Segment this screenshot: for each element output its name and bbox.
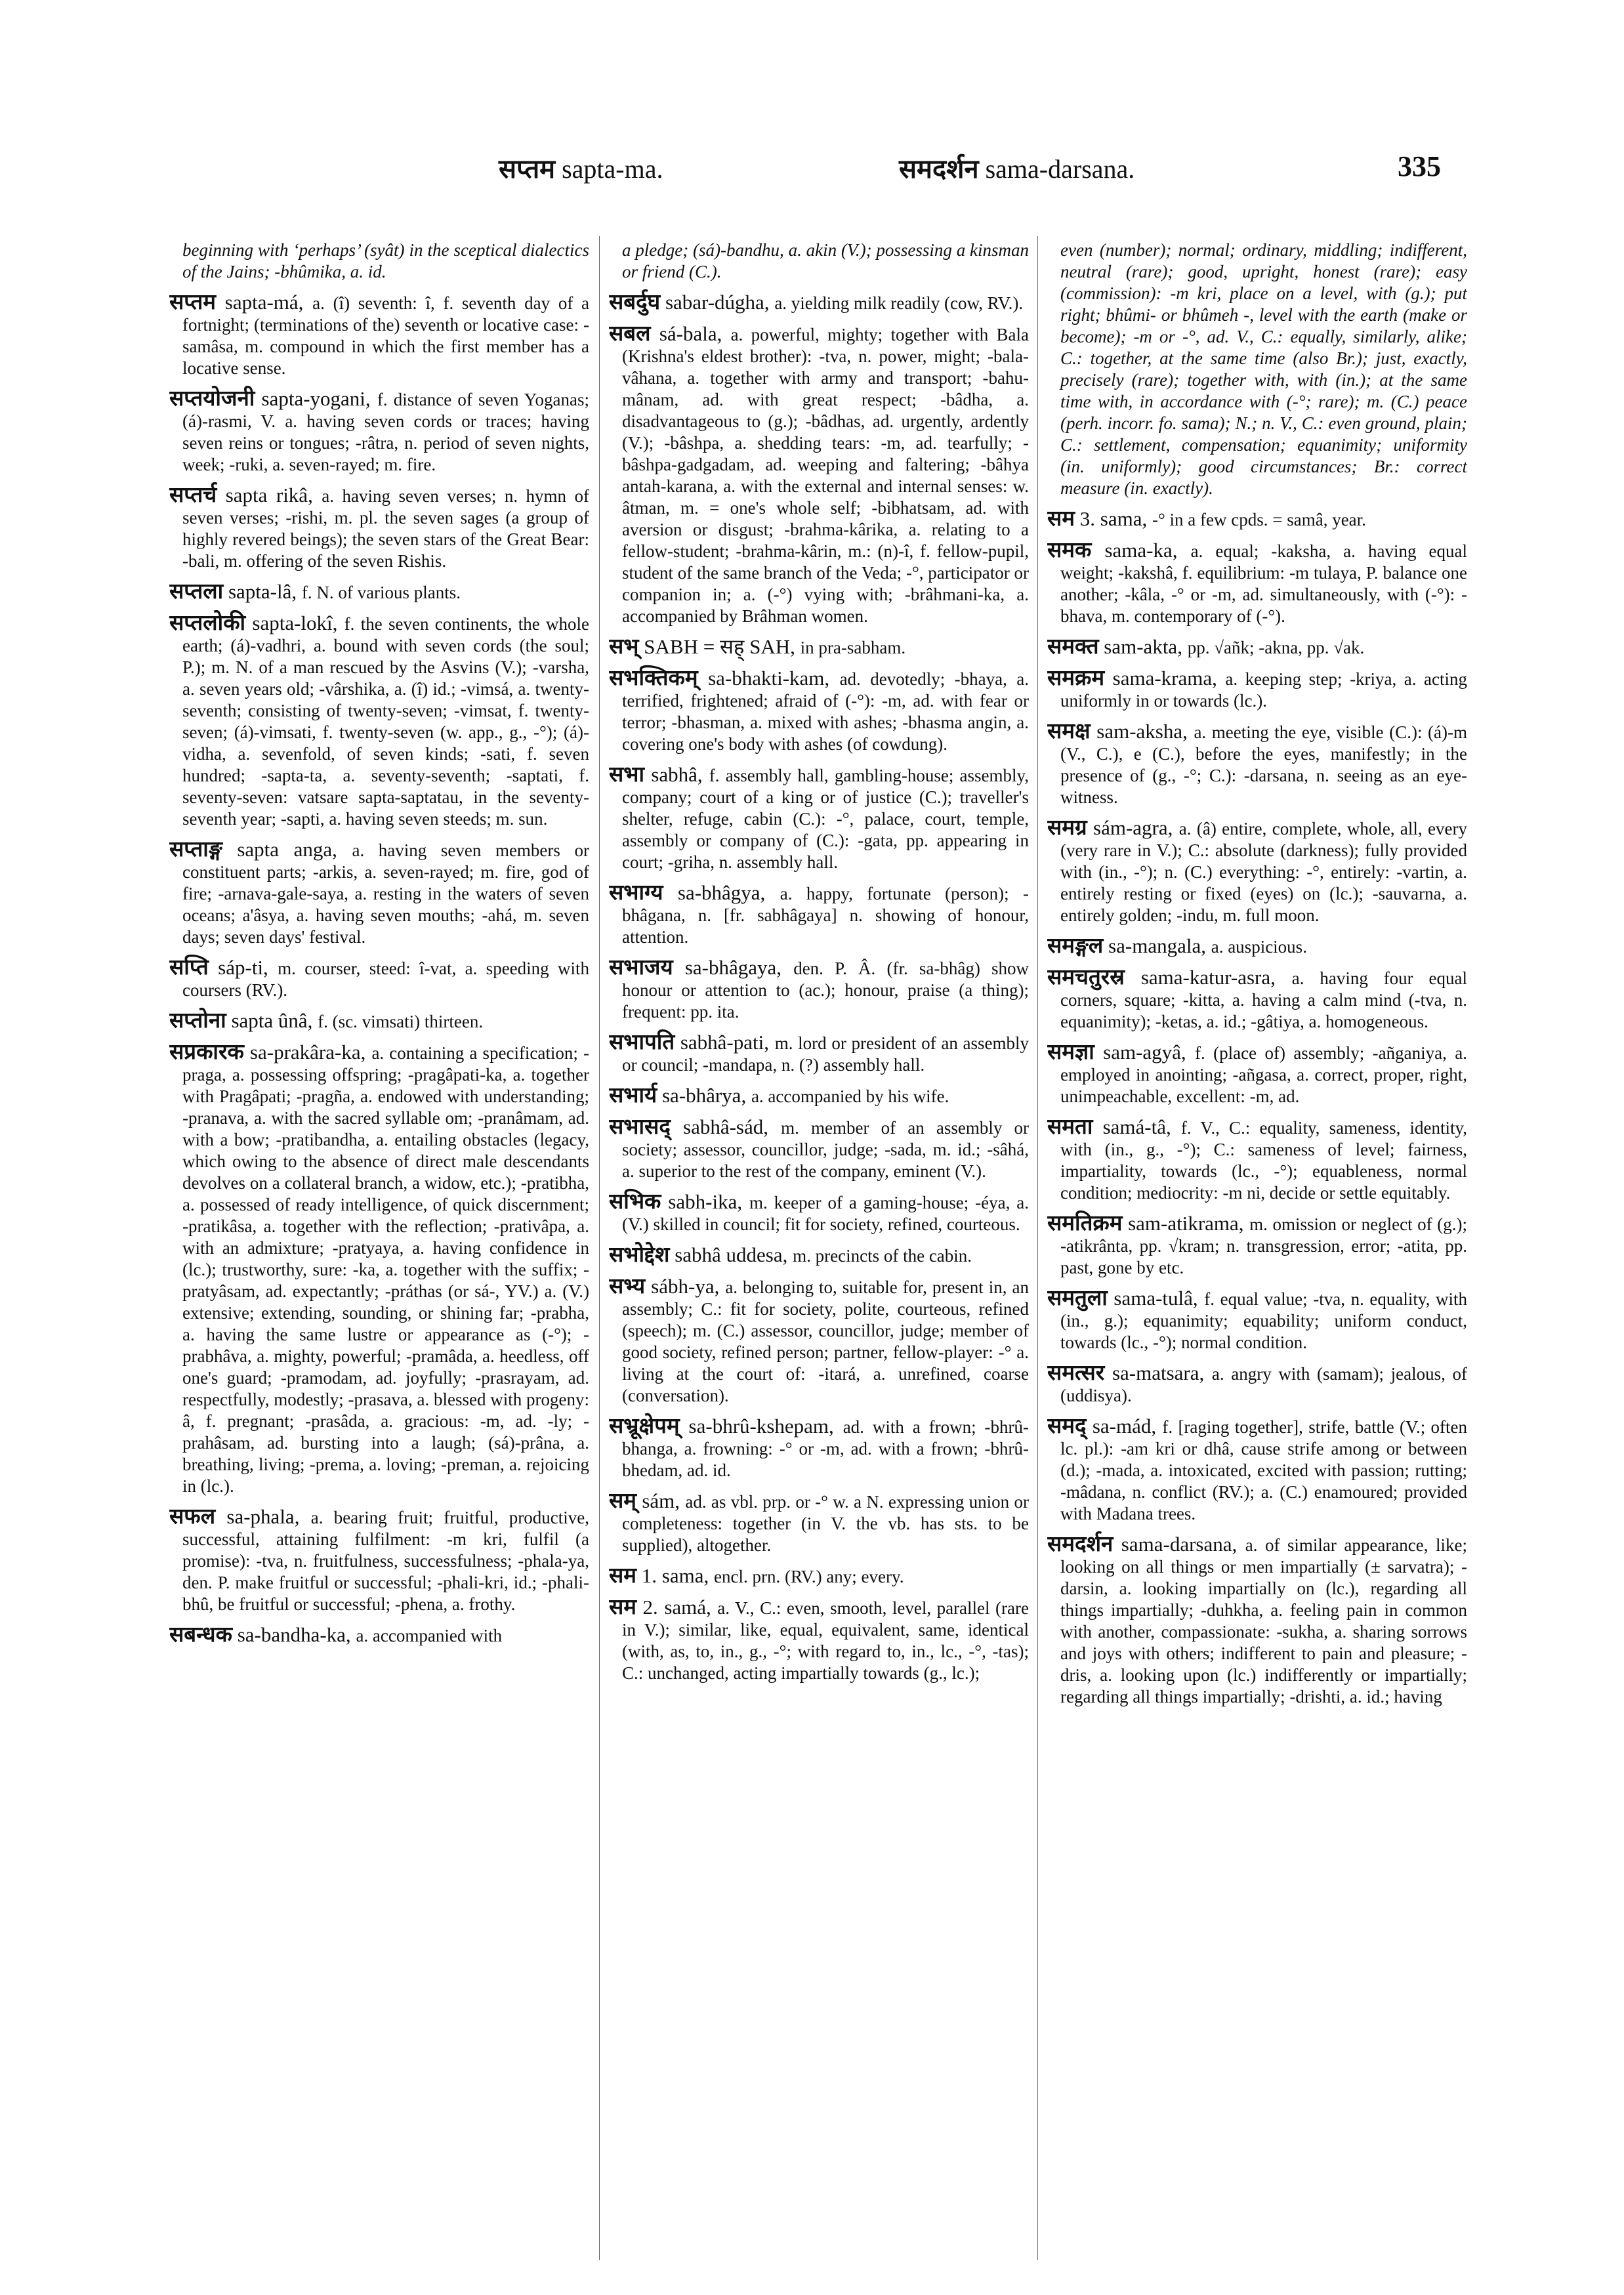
headword-devanagari: सप्तला (169, 578, 224, 604)
entry-definition: m. precincts of the cabin. (793, 1246, 972, 1266)
headword-devanagari: समग्र (1047, 814, 1087, 840)
dictionary-entry (169, 484, 589, 572)
dictionary-entry (609, 1415, 1029, 1481)
dictionary-entry (1047, 1287, 1467, 1354)
headword-transliteration: sapta anga, (222, 838, 352, 861)
page-header (0, 150, 1624, 189)
running-head-left (499, 150, 663, 186)
headword-devanagari: सभापति (609, 1029, 675, 1054)
headword-devanagari: सम् (609, 1487, 637, 1513)
dictionary-entry (1047, 720, 1467, 808)
dictionary-column-1 (169, 239, 589, 2260)
entry-definition: f. assembly hall, gambling-house; assembly, company; court of a king or of justice (C.); traveller's shelter, refuge, cabin (C.): -°, palace, court, temple, assembly or company of (C.): -gata, pp. appearing in court; -griha, n. assembly hall. (622, 766, 1029, 872)
headword-transliteration: sa-bhakti-kam, (697, 667, 840, 690)
dictionary-entry (1047, 1361, 1467, 1407)
headword-devanagari: समक्ष (1047, 718, 1091, 743)
headword-devanagari: समद् (1047, 1413, 1087, 1438)
entry-definition: a. containing a specification; -praga, a. possessing offspring; -pragâpati-ka, a. together with Pragâpati; -pragña, a. endowed with understanding; -pranava, a. with the sacred syllable om; -pranâmam, ad. with a bow; -pratibandha, a. entailing obstacles (legacy, which owing to the absence of direct male descendants devolves on a collateral branch, a widow, etc.); -pratibha, a. possessed of ready intelligence, of quick discernment; -pratikâsa, a. together with the reflection; -prativâpa, a. with an admixture; -pratyaya, a. having confidence in (lc.); trustworthy, sure: -ka, a. together with the suffix; -pratyâsam, ad. expectantly; -práthas (or sá-, YV.) a. (V.) extensive; extending, sounding, or shining far; -prabha, a. having the same lustre or appearance as (-°); -prabhâva, a. mighty, powerful; -pramâda, a. heedless, off one's guard; -pramodam, ad. joyfully; -prasrayam, ad. respectfully, modestly; -prasava, a. blessed with progeny: â, f. pregnant; -prasâda, a. gracious: -m, ad. -ly; -prahâsam, ad. bursting into a laugh; (sá)-prâna, a. breathing, living; -prema, a. loving; -preman, a. rejoicing in (lc.). (182, 1043, 589, 1496)
headword-devanagari: सभिक (609, 1188, 661, 1214)
entry-definition: encl. prn. (RV.) any; every. (714, 1567, 904, 1586)
dictionary-entry (609, 881, 1029, 948)
entry-definition: a. equal; -kaksha, a. having equal weight; -kakshâ, f. equilibrium: -m tulayа, P. balance one another; -kâla, -° or -m, ad. simultaneously, with (-°): -bhava, m. contemporary of (-°). (1060, 541, 1467, 626)
dictionary-entry (169, 1623, 589, 1647)
entry-definition: a. having seven verses; n. hymn of seven verses; -rishi, m. pl. the seven sages (a group of highly revered beings); the seven stars of the Great Bear: -bali, m. offering of the seven Rishis. (182, 486, 589, 571)
headword-devanagari: सबन्धक (169, 1621, 232, 1647)
entry-definition: a. accompanied with (356, 1626, 503, 1645)
headword-devanagari: सभोद्देश (609, 1241, 670, 1267)
headword-transliteration: SABH = सह् SAH, (638, 635, 801, 658)
column-divider (599, 236, 600, 2260)
entry-definition: f. V., C.: equality, sameness, identity, with (in., g., -°); C.: sameness of level; fairness, impartiality, towards (lc., -°); equableness, normal condition; mediocrity: -m ni, decide or settle equitably. (1060, 1118, 1467, 1203)
entry-definition: f. equal value; -tva, n. equality, with (in., g.); equanimity; equability; uniform conduct, towards (lc., -°); normal condition. (1060, 1289, 1467, 1352)
dictionary-entry (609, 1190, 1029, 1235)
continued-entry-text: a pledge; (sá)-bandhu, a. akin (V.); possessing a kinsman or friend (C.). (622, 240, 1029, 281)
headword-transliteration: sapta-lâ, (223, 580, 302, 603)
headword-devanagari: समक (1047, 537, 1092, 562)
headword-transliteration: sama-darsana, (1113, 1533, 1245, 1556)
headword-devanagari: समतिक्रम (1047, 1210, 1123, 1235)
headword-transliteration: sabhâ uddesa, (669, 1243, 793, 1266)
dictionary-entry (609, 1084, 1029, 1107)
headword-transliteration: sa-bhâgaya, (673, 956, 794, 979)
dictionary-column-3 (1047, 239, 1467, 2260)
dictionary-entry (1047, 635, 1467, 659)
dictionary-entry (609, 1489, 1029, 1556)
dictionary-entry (609, 635, 1029, 659)
dictionary-entry (169, 1041, 589, 1497)
headword-transliteration: sa-mangala, (1103, 934, 1211, 957)
entry-definition: ad. as vbl. prp. or -° w. a N. expressing union or completeness: together (in V. the vb. has sts. to be supplied), altogether. (622, 1492, 1029, 1555)
dictionary-entry (609, 322, 1029, 627)
dictionary-entry (609, 956, 1029, 1023)
headword-transliteration: sapta-yogani, (255, 387, 377, 410)
headword-devanagari: सभा (609, 761, 645, 787)
headword-transliteration: 1. sama, (636, 1564, 714, 1587)
headword-transliteration: sabh-ika, (661, 1190, 749, 1213)
headword-transliteration: sa-bandha-ka, (232, 1623, 356, 1646)
headword-transliteration: 3. sama, (1075, 507, 1152, 530)
entry-definition: m. keeper of a gaming-house; -éya, a. (V.) skilled in council; fit for society, refined, courteous. (622, 1193, 1029, 1234)
entry-definition: pp. √añk; -akna, pp. √ak. (1187, 638, 1365, 657)
dictionary-entry (1047, 1041, 1467, 1107)
entry-definition: a. powerful, mighty; together with Bala (Krishna's eldest brother): -tva, n. power, might; -bala-vâhana, a. together with army and transport; -bahu-mânam, ad. with great respect; -bâdha, a. disadvantageous to (g.); -bâdhas, ad. urgently, ardently (V.); -bâshpa, a. shedding tears: -m, ad. tearfully; -bâshpa-gadgadam, ad. weeping and faltering; -bâhya antah-karana, a. with the external and internal senses: w. âtman, m. = one's whole self; -bibhatsam, ad. with aversion or disgust; -brahma-kârika, a. relating to a fellow-student; -brahma-kârin, m.: (n)-î, f. fellow-pupil, student of the same branch of the Veda; -°, participator or companion in; a. (-°) vying with; -brâhmani-ka, a. accompanied by Brâhman women. (622, 325, 1029, 626)
entry-definition: f. distance of seven Yoganas; (á)-rasmi, V. a. having seven cords or traces; having seven reins or tongues; -râtra, n. period of seven nights, week; -ruki, a. seven-rayed; m. fire. (182, 390, 589, 474)
headword-devanagari: सभासद् (609, 1113, 671, 1139)
dictionary-entry (1047, 507, 1467, 531)
entry-definition: ad. devotedly; -bhaya, a. terrified, frightened; afraid of (-°): -m, ad. with fear or terror; -bhasman, a. mixed with ashes; -bhasma angin, a. covering one's body with ashes (of cowdung). (622, 669, 1029, 754)
entry-definition: a. bearing fruit; fruitful, productive, successful, attaining fulfilment: -m kri, fulfil (a promise): -tva, n. fruitfulness, successfulness; -phala-ya, den. P. make fruitful or successful; -phali-kri, id.; -phali-bhû, be fruitful or successful; -phena, a. frothy. (182, 1508, 589, 1614)
running-head-right (899, 150, 1135, 186)
dictionary-entry (169, 1505, 589, 1615)
running-head-left-latin: sapta-ma. (562, 154, 663, 184)
headword-devanagari: सभाजय (609, 954, 673, 980)
dictionary-entry (609, 1115, 1029, 1182)
headword-devanagari: सफल (169, 1503, 216, 1529)
headword-devanagari: समत्सर (1047, 1359, 1105, 1385)
dictionary-entry (609, 667, 1029, 755)
dictionary-entry (1047, 934, 1467, 958)
headword-transliteration: sabhâ-sád, (670, 1115, 781, 1138)
headword-devanagari: सभ्य (609, 1273, 646, 1298)
headword-transliteration: sama-ka, (1091, 539, 1191, 562)
dictionary-column-2 (609, 239, 1029, 2260)
entry-definition: a. auspicious. (1211, 937, 1307, 957)
dictionary-entry (169, 291, 589, 379)
dictionary-entry (1047, 539, 1467, 627)
headword-transliteration: sama-katur-asra, (1124, 966, 1292, 989)
entry-definition: a. meeting the eye, visible (C.): (á)-m (V., C.), e (C.), before the eyes, manifestly; in the presence of (g., -°; C.): -darsana, n. seeing as an eye-witness. (1060, 722, 1467, 807)
headword-devanagari: समदर्शन (1047, 1531, 1114, 1556)
headword-devanagari: सम (1047, 505, 1075, 531)
headword-devanagari: सप्तयोजनी (169, 385, 255, 411)
headword-transliteration: sáp-ti, (208, 956, 278, 979)
headword-transliteration: sapta-má, (216, 291, 313, 314)
headword-devanagari: समचतुरस्र (1047, 964, 1125, 989)
headword-transliteration: sám, (636, 1489, 686, 1512)
dictionary-entry (609, 1031, 1029, 1076)
headword-transliteration: sam-atikrama, (1122, 1212, 1250, 1235)
dictionary-entry (609, 1275, 1029, 1407)
headword-transliteration: sapta-lokî, (245, 611, 344, 634)
dictionary-entry (169, 1009, 589, 1033)
headword-devanagari: सप्तर्च (169, 482, 217, 507)
entry-definition: f. N. of various plants. (301, 583, 461, 602)
headword-devanagari: सभाग्य (609, 879, 663, 905)
dictionary-entry (169, 956, 589, 1001)
headword-devanagari: सप्तलोकी (169, 610, 246, 635)
headword-devanagari: सम (609, 1562, 637, 1588)
entry-definition: f. [raging together], strife, battle (V.; often lc. pl.): -am kri or dhâ, cause strife among or between (d.); -mada, a. intoxicated, excited with passion; rutting; -mâdana, n. conflict (RV.); a. (C.) enamoured; provided with Madana trees. (1060, 1417, 1467, 1523)
running-head-right-latin: sama-darsana. (985, 154, 1135, 184)
entry-definition: -° in a few cpds. = samâ, year. (1152, 510, 1366, 529)
dictionary-entry (1047, 1415, 1467, 1525)
entry-definition: in pra-sabham. (800, 638, 906, 657)
entry-definition: a. having seven members or constituent parts; -arkis, a. seven-rayed; m. fire, god of fire; -arnava-gale-saya, a. resting in the waters of seven oceans; a'âsya, a. having seven mouths; -ahá, m. seven days; seven days' festival. (182, 840, 589, 947)
entry-definition: a. belonging to, suitable for, present in, an assembly; C.: fit for society, polite, courteous, refined (speech); m. (C.) assessor, councillor, judge; member of good society, refined person; partner, fellow-player: -° a. living at the court of: -itará, a. unrefined, coarse (conversation). (622, 1277, 1029, 1405)
headword-devanagari: समज्ञा (1047, 1039, 1094, 1064)
headword-transliteration: sa-matsara, (1104, 1361, 1212, 1384)
dictionary-entry (609, 1564, 1029, 1588)
headword-devanagari: सप्तोना (169, 1007, 226, 1033)
dictionary-entry (1047, 667, 1467, 712)
entry-definition: den. P. Â. (fr. sa-bhâg) show honour or attention to (ac.); honour, praise (a thing); frequent: pp. ita. (622, 959, 1029, 1022)
headword-transliteration: sabhâ-pati, (675, 1031, 775, 1054)
page-number: 335 (1398, 150, 1441, 182)
running-head-right-deva: समदर्शन (899, 154, 979, 184)
headword-transliteration: sa-prakâra-ka, (243, 1041, 372, 1064)
entry-definition: a. (î) seventh: î, f. seventh day of a fortnight; (terminations of the) seventh or locative case: -samâsa, m. compound in which the first member has a locative sense. (182, 293, 589, 378)
entry-definition: a. happy, fortunate (person); -bhâgana, n. [fr. sabhâgaya] n. showing of honour, attention. (622, 884, 1029, 947)
dictionary-entry (609, 763, 1029, 873)
column-divider (1037, 236, 1038, 2260)
continued-entry-text: even (number); normal; ordinary, middling; indifferent, neutral (rare); good, upright, honest (rare); easy (commission): -m kri, place on a level, with (g.); put right; bhûmi- or bhûmeh -, level with the earth (make or become); -m or -°, ad. V., C.: equally, similarly, alike; C.: together, at the same time (also Br.); just, exactly, precisely (rare); together with, with (in.); at the same time with, in accordance with (-°; rare); m. (C.) peace (perh. incorr. fo. sama); N.; n. V., C.: even ground, plain; C.: settlement, compensation; equanimity; uniformity (in. uniformly); good circumstances; Br.: correct measure (in. exactly). (1060, 240, 1467, 498)
entry-definition: ad. with a frown; -bhrû-bhanga, a. frowning: -° or -m, ad. with a frown; -bhrû-bhedam, ad. id. (622, 1417, 1029, 1480)
headword-devanagari: समक्रम (1047, 665, 1105, 690)
headword-transliteration: sama-krama, (1104, 667, 1226, 690)
headword-transliteration: sa-bhâgya, (663, 881, 780, 904)
headword-transliteration: sapta ûnâ, (226, 1009, 318, 1032)
entry-definition: m. member of an assembly or society; assessor, councillor, judge; -sada, m. id.; -sâhá, a. superior to the rest of the company, eminent (V.). (622, 1118, 1029, 1181)
entry-definition: f. (sc. vimsati) thirteen. (318, 1012, 484, 1031)
entry-definition: a. having four equal corners, square; -kitta, a. having a calm mind (-tva, n. equanimity); -ketas, a. id.; -gâtiya, a. homogeneous. (1060, 968, 1467, 1031)
dictionary-entry (169, 838, 589, 948)
headword-devanagari: सप्तम (169, 289, 217, 314)
headword-transliteration: sa-bhrû-kshepam, (679, 1415, 843, 1437)
dictionary-entry (169, 611, 589, 830)
entry-definition: a. (â) entire, complete, whole, all, every (very rare in V.); C.: absolute (darkness); fully provided with (in., -°); n. (C.) everything: -°, entirely: -vartin, a. entirely resting or fixed (eyes) on (lc.); -sauvarna, a. entirely golden; -indu, m. full moon. (1060, 819, 1467, 925)
headword-transliteration: 2. samá, (636, 1596, 718, 1619)
headword-transliteration: sam-aksha, (1090, 720, 1194, 743)
headword-devanagari: सबर्दुघ (609, 289, 661, 314)
entry-definition: a. keeping step; -kriya, a. acting uniformly in or towards (lc.). (1060, 669, 1467, 711)
headword-devanagari: सभ्रूक्षेपम् (609, 1413, 680, 1438)
headword-devanagari: सभ् (609, 633, 639, 659)
dictionary-entry (1047, 816, 1467, 926)
headword-devanagari: सभक्तिकम् (609, 665, 698, 690)
entry-definition: a. of similar appearance, like; looking on all things or men impartially (± sarvatra); -darsin, a. looking impartially on (lc.), regarding all things impartially; -duhkha, a. feeling pain in common with another, compassionate: -sukha, a. sharing sorrows and joys with others; indifferent to pain and pleasure; -dris, a. looking upon (lc.) indifferently or impartially; regarding all things impartially; -drishti, a. id.; having (1060, 1535, 1467, 1706)
headword-transliteration: sábh-ya, (645, 1275, 726, 1298)
entry-definition: m. courser, steed: î-vat, a. speeding with coursers (RV.). (182, 959, 589, 1000)
headword-devanagari: समता (1047, 1113, 1093, 1139)
running-head-left-deva: सप्तम (499, 154, 556, 184)
dictionary-entry (1047, 1115, 1467, 1204)
headword-transliteration: sam-akta, (1098, 635, 1188, 658)
headword-transliteration: sá-bala, (650, 322, 731, 345)
dictionary-entry (1047, 966, 1467, 1033)
dictionary-entry (169, 580, 589, 604)
headword-devanagari: समङ्गल (1047, 932, 1104, 958)
headword-devanagari: सप्ताङ्ग (169, 836, 222, 861)
headword-transliteration: sama-tulâ, (1107, 1287, 1205, 1310)
headword-transliteration: sa-mád, (1086, 1415, 1163, 1437)
entry-definition: m. omission or neglect of (g.); -atikrânta, pp. √kram; n. transgression, error; -atita, pp. past, gone by etc. (1060, 1214, 1467, 1277)
dictionary-entry (609, 291, 1029, 314)
headword-transliteration: sabar-dúgha, (660, 291, 775, 314)
entry-definition: a. angry with (samam); jealous, of (uddisya). (1060, 1364, 1467, 1405)
dictionary-entry (1047, 1533, 1467, 1708)
headword-devanagari: सम (609, 1594, 637, 1619)
continued-entry-text: beginning with ‘perhaps’ (syât) in the sceptical dialectics of the Jains; -bhûmika, a. id. (182, 240, 589, 281)
entry-definition: f. (place of) assembly; -añganiya, a. employed in anointing; -añgasa, a. correct, proper, right, unimpeachable, excellent: -m, ad. (1060, 1043, 1467, 1106)
dictionary-entry (609, 1243, 1029, 1267)
headword-transliteration: sapta rikâ, (217, 484, 322, 507)
entry-definition: f. the seven continents, the whole earth; (á)-vadhri, a. bound with seven cords (the soul; P.); m. N. of a man rescued by the Asvins (V.); -varsha, a. seven years old; -vârshika, a. (î) id.; -vimsá, a. twenty-seventh; consisting of twenty-seven; -vimsat, f. twenty-seven; (á)-vimsati, f. twenty-seven (w. app., g., -°); (á)-vidha, a. sevenfold, of seven kinds; -sati, f. seven hundred; -sapta-ta, a. seventy-seventh; -saptati, f. seventy-seven: vatsare sapta-saptatau, in the seventy-seventh year; -sapti, a. having seven steeds; m. sun. (182, 614, 589, 829)
dictionary-entry (609, 1596, 1029, 1684)
headword-transliteration: sa-bhârya, (657, 1084, 751, 1107)
headword-devanagari: सप्रकारक (169, 1039, 244, 1064)
entry-definition: m. lord or president of an assembly or council; -mandapa, n. (?) assembly hall. (622, 1033, 1029, 1075)
headword-transliteration: sám-agra, (1087, 816, 1179, 839)
entry-definition: a. accompanied by his wife. (751, 1086, 949, 1106)
headword-transliteration: sabhâ, (644, 763, 709, 786)
headword-transliteration: samá-tâ, (1093, 1115, 1181, 1138)
dictionary-entry (169, 387, 589, 476)
headword-devanagari: समतुला (1047, 1285, 1108, 1310)
headword-devanagari: सप्ति (169, 954, 209, 980)
headword-transliteration: sam-agyâ, (1094, 1041, 1196, 1064)
dictionary-entry (1047, 1212, 1467, 1279)
headword-devanagari: सभार्य (609, 1082, 657, 1107)
entry-definition: a. yielding milk readily (cow, RV.). (774, 293, 1024, 313)
headword-devanagari: सबल (609, 320, 651, 346)
entry-definition: a. V., C.: even, smooth, level, parallel (rare in V.); similar, like, equal, equivalent, same, identical (with, as, to, in., g., -°; with regard to, in., lc., -°, -tas); C.: unchanged, acting impartially towards (g., lc.); (622, 1598, 1029, 1683)
headword-devanagari: समक्त (1047, 633, 1099, 659)
headword-transliteration: sa-phala, (215, 1505, 311, 1528)
